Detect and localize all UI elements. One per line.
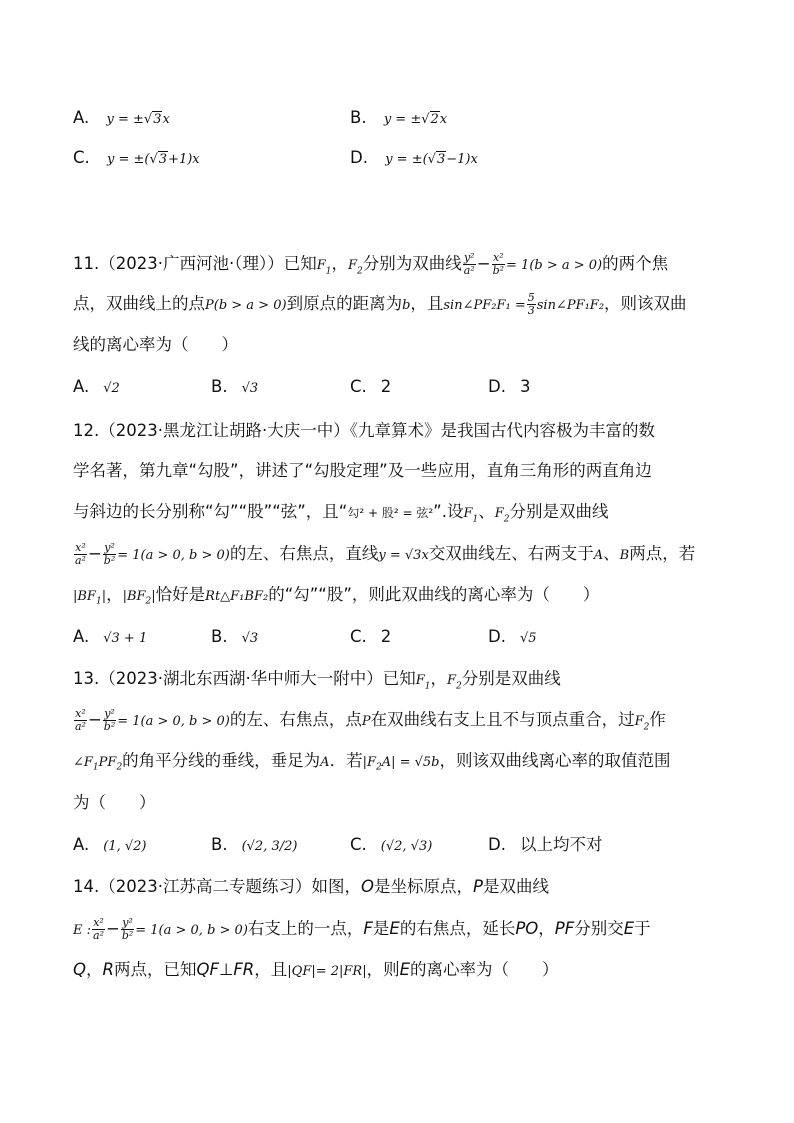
q14-line-1: 14.（2023·江苏高二专题练习）如图，O是坐标原点，P是双曲线 [73,877,549,896]
q11-line-3: 线的离心率为（ ） [73,335,238,354]
q14-line-2: E : $\frac{\text{x²}}{\text{a²}}$ − $\frac{\text{y²}}{\text{b²}}$ = 1(a > 0, b > 0)右支上的一点，F是E的右焦点，延长PO，PF分别交E于 [73,916,651,942]
q13-line-3: $\angle F_1PF_2$的角平分线的垂线，垂足为A．若$|F_2A| = √5b$，则该双曲线离心率的取值范围 [73,751,671,773]
option-label: A. [73,108,90,127]
q11-option-a[interactable]: A. √2 [73,377,120,396]
q11-line-2: 点，双曲线上的点P(b > a > 0)到原点的距离为b，且sin∠PF₂F₁ = $\frac{5}{3}$ sin∠PF₁F₂，则该双曲 [73,291,687,317]
q12-option-a[interactable]: A. √3 + 1 [73,627,148,646]
option-label: C. [73,148,90,167]
q12-option-b[interactable]: B. √3 [211,627,259,646]
q11-line-1: 11.（2023·广西河池·（理））已知$F_1$，$F_2$分别为双曲线 $\frac{\text{y²}}{\text{a²}}$ − $\frac{\text{x²}}{\text{b²}}$ = 1(b > a > 0)的两个焦 [73,251,669,277]
option-label: B. [350,108,367,127]
q12-line-3: 与斜边的长分别称“勾”“股”“弦”，且“勾² + 股² = 弦²”.设$F_1$、$F_2$分别是双曲线 [73,502,609,525]
q12-option-d[interactable]: D. √5 [488,627,537,646]
q13-line-4: 为（ ） [73,793,156,812]
q12-line-2: 学名著，第九章“勾股”，讲述了“勾股定理”及一些应用，直角三角形的两直角边 [73,461,652,480]
q11-option-c[interactable]: C. 2 [350,377,392,396]
q13-option-a[interactable]: A. (1, √2) [73,835,147,854]
q11-option-b[interactable]: B. √3 [211,377,259,396]
q10-option-b[interactable]: B. y = ±√2x [350,108,448,127]
q13-option-d[interactable]: D. 以上均不对 [488,835,603,854]
q13-line-1: 13.（2023·湖北东西湖·华中师大一附中）已知$F_1$，$F_2$分别是双曲线 [73,669,561,692]
q12-line-5: $|BF_1|$，$|BF_2|$恰好是Rt△F₁BF₂的“勾”“股”，则此双曲线的离心率为（ ） [73,585,600,607]
q14-line-3: Q，R两点，已知QF⊥FR，且|QF|= 2|FR|，则E的离心率为（ ） [73,960,559,979]
q11-option-d[interactable]: D. 3 [488,377,531,396]
q10-option-c[interactable]: C. y = ±(√3+1)x [73,148,200,167]
q12-option-c[interactable]: C. 2 [350,627,392,646]
q13-line-2: $\frac{\text{x²}}{\text{a²}}$ − $\frac{\text{y²}}{\text{b²}}$ = 1(a > 0, b > 0)的左、右焦点，点P在双曲线右支上且不与顶点重合，过$F_2$作 [75,707,666,733]
q12-line-4: $\frac{\text{x²}}{\text{a²}}$ − $\frac{\text{y²}}{\text{b²}}$ = 1(a > 0, b > 0)的左、右焦点，直线y = √3x交双曲线左、右两支于A、B两点，若 [75,541,696,567]
q13-option-c[interactable]: C. (√2, √3) [350,835,433,854]
q10-option-d[interactable]: D. y = ±(√3−1)x [350,148,478,167]
q12-line-1: 12.（2023·黑龙江让胡路·大庆一中）《九章算术》是我国古代内容极为丰富的数 [73,421,655,440]
option-label: D. [350,148,368,167]
q10-option-a[interactable]: A. y = ±√3x [73,108,170,127]
q13-option-b[interactable]: B. (√2, 3/2) [211,835,298,854]
